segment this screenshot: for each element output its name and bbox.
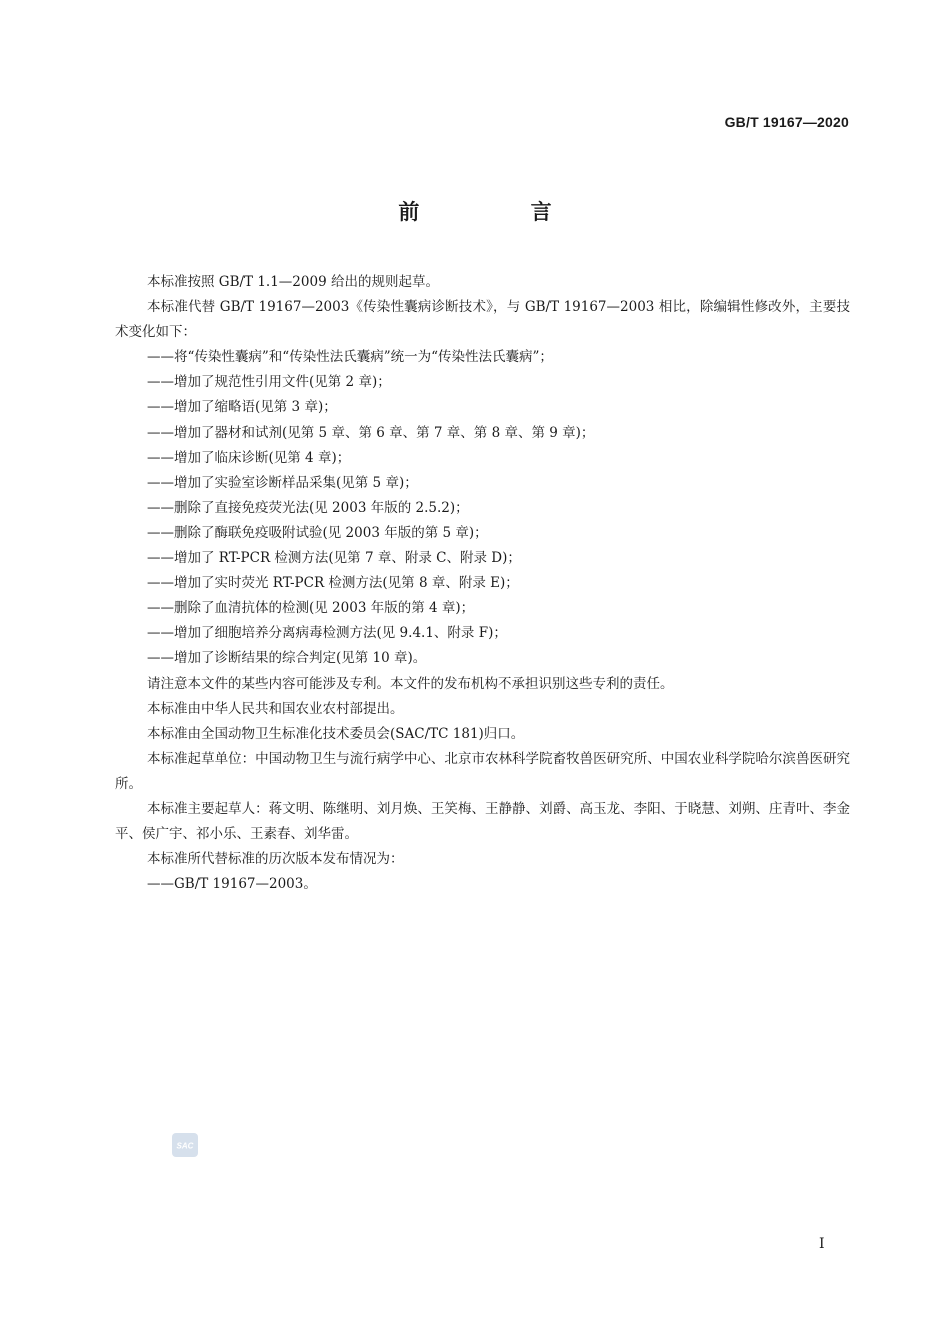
list-item: ——增加了实时荧光 RT-PCR 检测方法(见第 8 章、附录 E)； <box>147 575 519 592</box>
list-item: ——将“传染性囊病”和“传染性法氏囊病”统一为“传染性法氏囊病”； <box>147 349 553 366</box>
paragraph: 本标准由中华人民共和国农业农村部提出。 <box>147 700 404 717</box>
list-item: ——增加了规范性引用文件(见第 2 章)； <box>147 374 391 391</box>
list-item: ——删除了直接免疫荧光法(见 2003 年版的 2.5.2)； <box>147 499 469 516</box>
paragraph: 本标准按照 GB/T 1.1—2009 给出的规则起草。 <box>147 274 439 290</box>
list-item: ——增加了临床诊断(见第 4 章)； <box>147 449 351 466</box>
list-item: ——增加了细胞培养分离病毒检测方法(见 9.4.1、附录 F)； <box>147 625 507 642</box>
list-item: ——增加了缩略语(见第 3 章)； <box>147 399 337 416</box>
list-item: ——增加了实验室诊断样品采集(见第 5 章)； <box>147 474 418 491</box>
paragraph: 本标准代替 GB/T 19167—2003《传染性囊病诊断技术》，与 GB/T 19167—2003 相比，除编辑性修改外，主要技术变化如下： <box>115 299 850 341</box>
list-item: ——删除了血清抗体的检测(见 2003 年版的第 4 章)； <box>147 600 475 617</box>
standard-number: GB/T 19167—2020 <box>724 114 849 130</box>
paragraph: 本标准主要起草人：蒋文明、陈继明、刘月焕、王笑梅、王静静、刘爵、高玉龙、李阳、于晓慧、刘朔、庄青叶、李金平、侯广宇、祁小乐、王素春、刘华雷。 <box>115 800 850 843</box>
list-item: ——增加了诊断结果的综合判定(见第 10 章)。 <box>147 650 427 667</box>
list-item: ——删除了酶联免疫吸附试验(见 2003 年版的第 5 章)； <box>147 524 488 541</box>
page-number: I <box>819 1236 825 1252</box>
paragraph: 本标准起草单位：中国动物卫生与流行病学中心、北京市农林科学院畜牧兽医研究所、中国农业科学院哈尔滨兽医研究所。 <box>115 750 850 792</box>
paragraph: 请注意本文件的某些内容可能涉及专利。本文件的发布机构不承担识别这些专利的责任。 <box>147 675 674 692</box>
list-item: ——增加了器材和试剂(见第 5 章、第 6 章、第 7 章、第 8 章、第 9 章)； <box>147 424 595 441</box>
sac-watermark-logo <box>172 1133 198 1157</box>
page-title: 前 言 <box>398 200 604 224</box>
document-body <box>115 270 850 897</box>
watermark-text: SAC <box>176 1141 194 1151</box>
list-item: ——GB/T 19167—2003。 <box>147 876 317 893</box>
paragraph: 本标准由全国动物卫生标准化技术委员会(SAC/TC 181)归口。 <box>147 725 525 742</box>
list-item: ——增加了 RT-PCR 检测方法(见第 7 章、附录 C、附录 D)； <box>147 550 521 567</box>
paragraph: 本标准所代替标准的历次版本发布情况为： <box>147 851 404 868</box>
